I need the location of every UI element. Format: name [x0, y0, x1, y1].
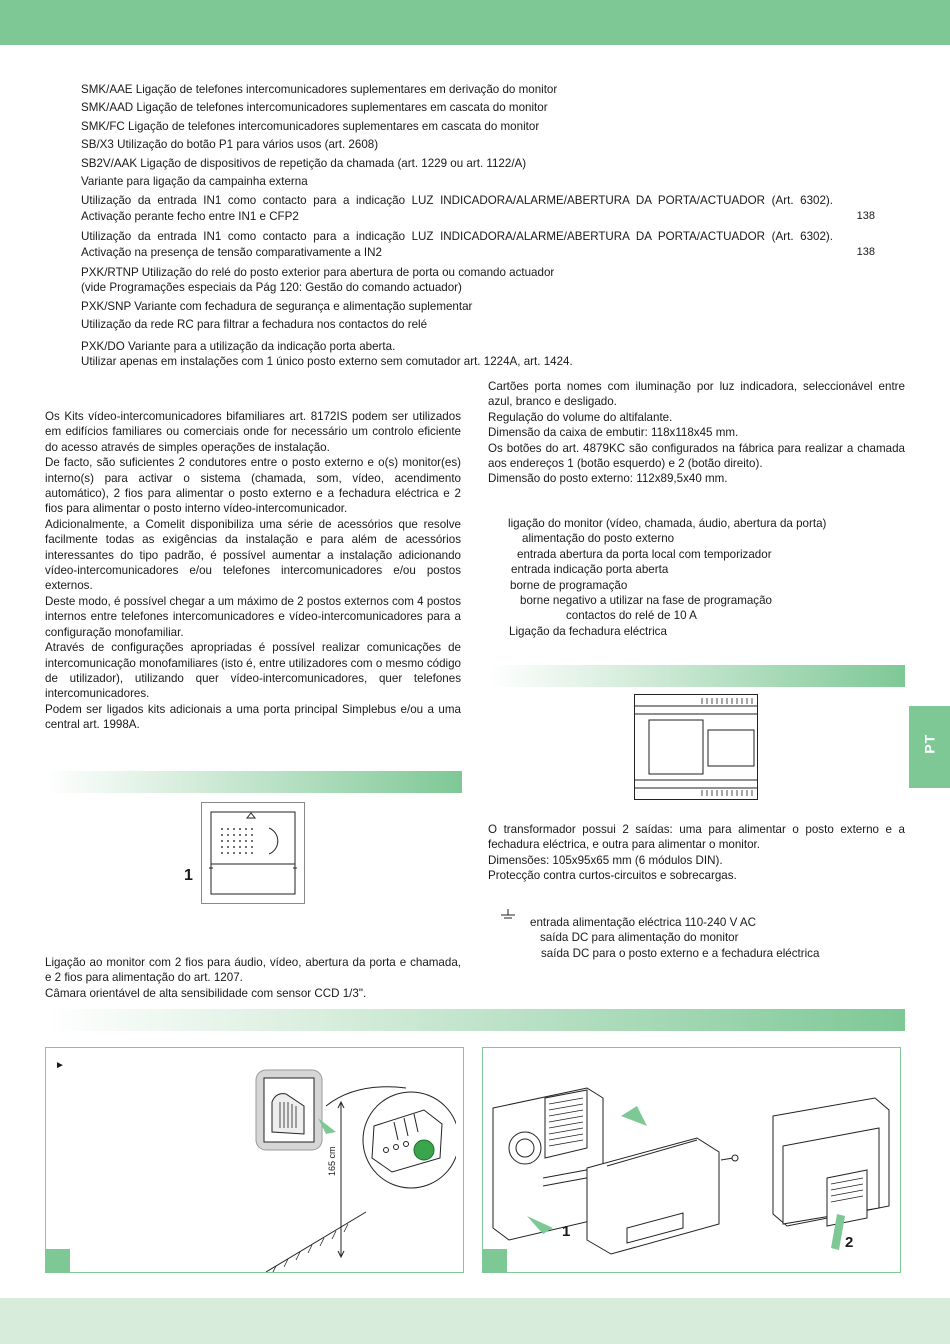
transformer-drawing — [634, 694, 758, 800]
height-label: 165 cm — [327, 1146, 337, 1176]
toc-item[interactable]: Variante para ligação da campainha externa — [81, 175, 308, 189]
legend-item: entrada alimentação eléctrica 110-240 V AC — [530, 916, 756, 929]
section-band-camera — [45, 771, 462, 793]
legend-item: borne de programação — [510, 578, 628, 592]
legend-item: ligação do monitor (vídeo, chamada, áudio, abertura da porta) — [508, 517, 827, 530]
terminal-legend — [504, 516, 904, 639]
footer-band — [0, 1298, 950, 1344]
ground-icon — [500, 909, 516, 923]
panel-description: Cartões porta nomes com iluminação por luz indicadora, seleccionável entre azul, branco e desligado. Regulação do volume do altifalante. Dimensão da caixa de embutir: 118x118x45 mm. Os botões do art. 4879KC são configurados na fábrica para realizar a chamada aos endereços 1 (botão esquerdo) e 2 (botão direito). Dimensão do posto externo: 112x89,5x40 mm. — [488, 380, 905, 486]
contents-list — [81, 82, 881, 373]
legend-item: Ligação da fechadura eléctrica — [509, 624, 667, 638]
assembly-figure — [482, 1047, 901, 1273]
legend-item: entrada indicação porta aberta — [511, 563, 669, 577]
power-legend — [530, 915, 910, 961]
figure-number: 1 — [184, 867, 193, 884]
section-band-installation — [45, 1009, 905, 1031]
legend-item: saída DC para o posto externo e a fechadura eléctrica — [541, 946, 820, 960]
step-number: 2 — [845, 1234, 854, 1251]
language-tab[interactable]: PT — [909, 706, 950, 788]
bullet-icon: ► — [55, 1060, 65, 1071]
toc-item[interactable]: Utilização da entrada IN1 como contacto para a indicação LUZ INDICADORA/ALARME/ABERTURA DA PORTA/ACTUADOR (Art. 6302). Activação na presença de tensão comparativamente a IN2 138 — [81, 230, 875, 259]
toc-item[interactable]: SB2V/AAK Ligação de dispositivos de repetição da chamada (art. 1229 ou art. 1122/A) — [81, 156, 527, 170]
step-number: 1 — [562, 1223, 571, 1240]
kit-description: Os Kits vídeo-intercomunicadores bifamiliares art. 8172IS podem ser utilizados em edifícios familiares ou comerciais onde for necessário um controlo eficiente do acesso através de simples operações de instalação. De facto, são suficientes 2 condutores entre o posto externo e o(s) monitor(es) interno(s) para activar o sistema (chamada, som, vídeo, acendimento automático), 2 fios para alimentar o posto externo e a fechadura eléctrica e 2 fios para alimentar o posto interno vídeo-intercomunicador. Adicionalmente, a Comelit disponibiliza uma série de acessórios que resolve facilmente todas as exigências da instalação e para além de acessórios interessantes do tipo padrão, é possível aumentar a instalação adicionando vídeo-intercomunicadores e/ou telefones intercomunicadores e/ou postos externos. Deste modo, é possível chegar a um máximo de 2 postos externos com 4 postos internos entre telefones intercomunicadores e vídeo-intercomunicadores para a configuração monofamiliar. Através de configurações apropriadas é possível realizar comunicações de intercomunicação monofamiliares (isto é, entre utilizadores com o mesmo código de utilizador), utilizando quer vídeo-intercomunicadores, quer telefones intercomunicadores. Podem ser ligados kits adicionais a uma porta principal Simplebus e/ou a uma central art. 1998A. — [45, 410, 461, 732]
camera-module-drawing — [201, 802, 305, 904]
transformer-description: O transformador possui 2 saídas: uma para alimentar o posto externo e a fechadura eléctrica, e outra para alimentar o monitor. Dimensões: 105x95x65 mm (6 módulos DIN). Protecção contra curtos-circuitos e sobrecargas. — [488, 823, 905, 883]
legend-item: entrada abertura da porta local com temporizador — [517, 547, 772, 561]
toc-item[interactable]: SMK/FC Ligação de telefones intercomunicadores suplementares em cascata do monitor — [81, 119, 540, 133]
camera-description: Ligação ao monitor com 2 fios para áudio, vídeo, abertura da porta e chamada, e 2 fios para alimentação do art. 1207. Câmara orientável de alta sensibilidade com sensor CCD 1/3". — [45, 956, 461, 1000]
assembly-drawing — [487, 1068, 897, 1268]
wall-mount-drawing — [246, 1062, 456, 1272]
toc-item[interactable]: PXK/SNP Variante com fechadura de segurança e alimentação suplementar — [81, 299, 473, 313]
toc-item[interactable]: SMK/AAD Ligação de telefones intercomunicadores suplementares em cascata do monitor — [81, 101, 548, 115]
toc-item[interactable]: PXK/DO Variante para a utilização da indicação porta aberta. Utilizar apenas em instalações com 1 único posto externo sem comutador art. 1224A, art. 1424. — [81, 339, 573, 369]
toc-item[interactable]: Utilização da rede RC para filtrar a fechadura nos contactos do relé — [81, 318, 428, 332]
legend-item: alimentação do posto externo — [522, 532, 675, 546]
installation-figure — [45, 1047, 464, 1273]
toc-item[interactable]: SB/X3 Utilização do botão P1 para vários usos (art. 2608) — [81, 138, 379, 152]
legend-item: contactos do relé de 10 A — [566, 609, 697, 623]
toc-item[interactable]: SMK/AAE Ligação de telefones intercomunicadores suplementares em derivação do monitor — [81, 83, 558, 96]
section-band-transformer — [488, 665, 905, 687]
figure-tag — [46, 1249, 70, 1273]
toc-item[interactable]: PXK/RTNP Utilização do relé do posto exterior para abertura de porta ou comando actuador (vide Programações especiais da Pág 120: Gestão do comando actuador) — [81, 266, 555, 295]
legend-item: saída DC para alimentação do monitor — [540, 931, 739, 945]
toc-item[interactable]: Utilização da entrada IN1 como contacto para a indicação LUZ INDICADORA/ALARME/ABERTURA DA PORTA/ACTUADOR (Art. 6302). Activação perante fecho entre IN1 e CFP2 138 — [81, 194, 875, 223]
figure-tag — [483, 1249, 507, 1273]
header-band — [0, 0, 950, 45]
legend-item: borne negativo a utilizar na fase de programação — [520, 594, 772, 608]
